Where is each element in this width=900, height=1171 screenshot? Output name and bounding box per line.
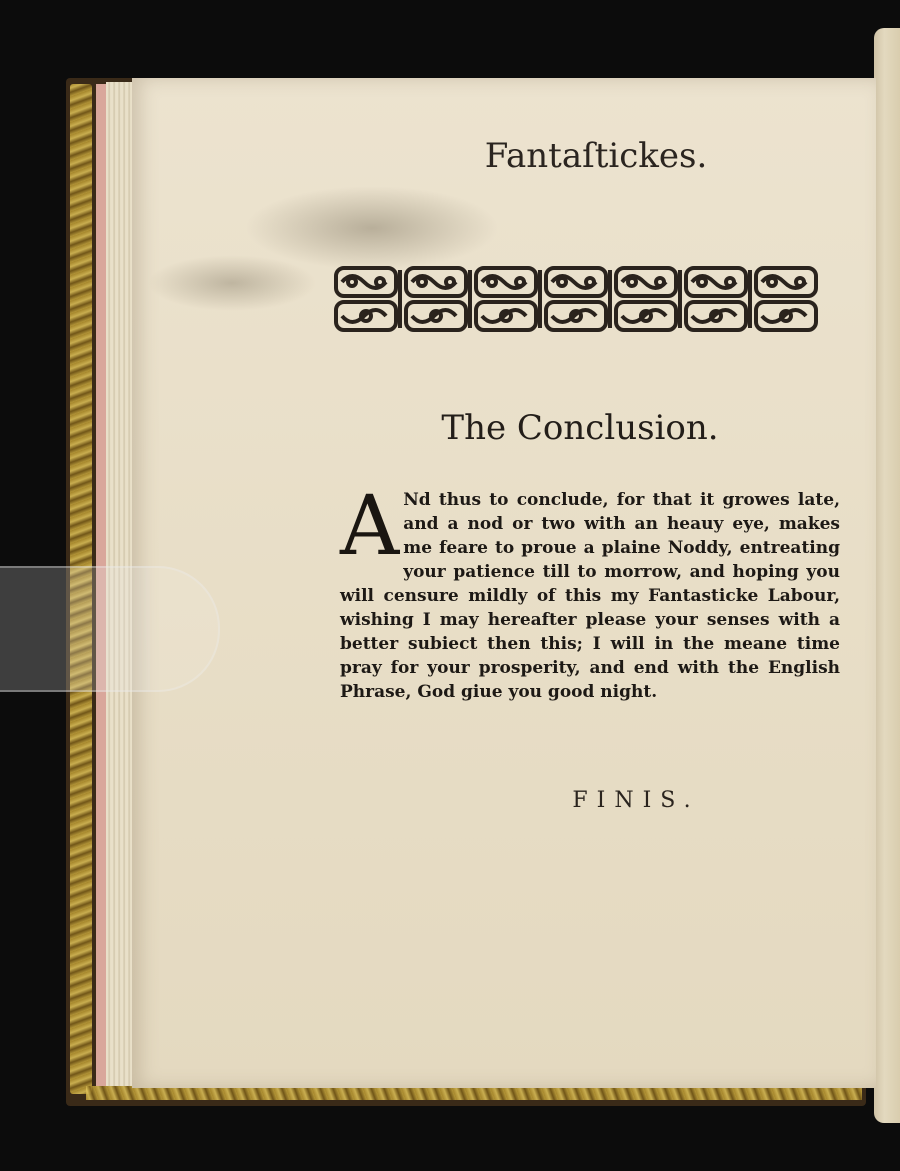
running-head-text: Fantaſtickes. [484,136,708,176]
drop-cap: A [340,479,400,574]
finis-mark [132,788,876,813]
next-leaf-edge [874,28,900,1123]
running-head [132,136,876,176]
book-page [132,78,876,1088]
finis-text: FINIS. [572,788,700,813]
gilt-border-bottom [86,1086,862,1100]
chapter-heading [132,408,876,448]
body-paragraph [340,479,840,704]
chapter-heading-text: The Conclusion. [441,408,719,448]
body-text: Nd thus to conclude, for that it growes late, and a nod or two with an heauy eye, makes me feare to proue a plaine Noddy, entreating your patience till to morrow, and hoping you will censure mildly of this my Fantasticke Labour, wishing I may hereafter please your senses with a better subiect then this; I will in the meane time pray for your prosperity, and end with the English Phrase, God giue you good night. [340,490,840,702]
transparent-clip-tab [0,566,220,692]
fleuron-band-icon [332,264,828,334]
